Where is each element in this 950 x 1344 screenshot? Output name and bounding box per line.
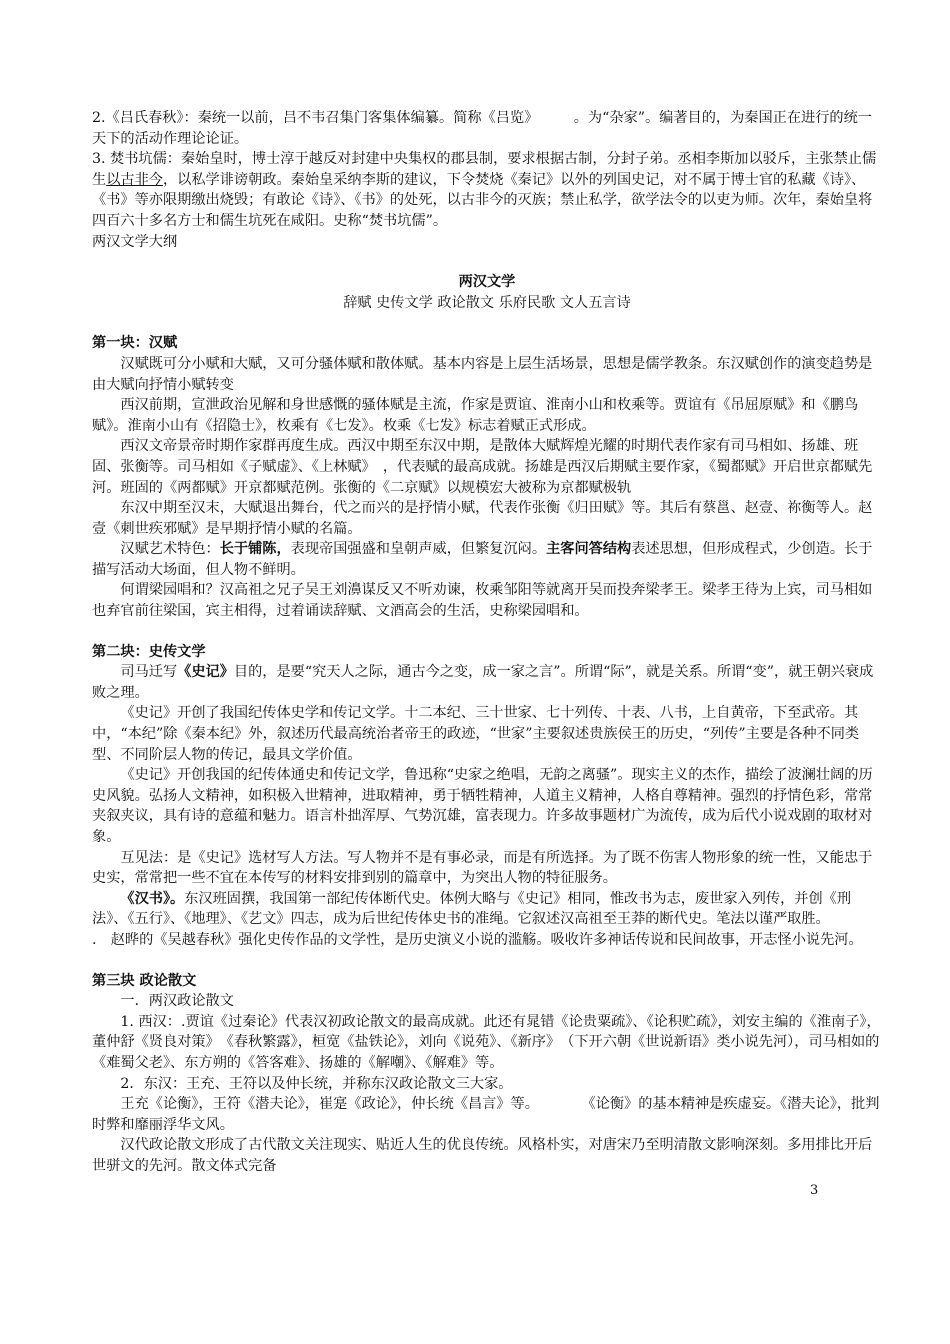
outline-label: 两汉文学大纲	[92, 233, 178, 250]
paragraph: 汉代政论散文形成了古代散文关注现实、贴近人生的优良传统。风格朴实，对唐宋乃至明清散文影响深刻。多用排比开后世骈文的先河。散文体式完备	[92, 1137, 873, 1174]
bold-text: 主客问答结构	[546, 541, 632, 558]
paragraph: 《史记》开创我国的纪传体通史和传记文学，鲁迅称“史家之绝唱，无韵之离骚”。现实主义的杰作，描绘了波澜壮阔的历史风貌。弘扬人文精神，如积极入世精神，进取精神，勇于牺牲精神，人道主义精神，人格自尊精神。强烈的抒情色彩，常常夹叙夹议，具有诗的意蕴和魅力。语言朴拙浑厚、气势沉雄，富表现力。许多故事题材广为流传，成为后代小说戏剧的取材对象。	[92, 767, 873, 845]
paragraph-hanshu	[92, 889, 882, 930]
text: 表述思想，但形成程式，少创造。长于描写活动大场面，但人物不鲜明。	[92, 541, 873, 578]
burning-books-text-2: ，以私学诽谤朝政。秦始皇采纳李斯的建议，下令焚烧《秦记》以外的列国史记，对不属于博士官的私藏《诗》、《书》等亦限期缴出烧毁；有敢论《诗》、《书》的处死，以古非今的灭族；禁止私学，欲学法令的以吏为师。次年，秦始皇将四百六十多名方士和儒生坑死在咸阳。史称“焚书坑儒”。	[92, 171, 873, 229]
text: 目的，是要“究天人之际，通古今之变，成一家之言”。所谓“际”，就是关系。所谓“变”，就王朝兴衰成败之理。	[92, 664, 874, 701]
heading-han-fu: 第一块：汉赋	[92, 335, 178, 352]
paragraph-art-features	[92, 539, 882, 580]
document-page	[92, 108, 882, 1177]
paragraph-shiji-purpose	[92, 662, 882, 703]
paragraph: 1. 西汉：.贾谊《过秦论》代表汉初政论散文的最高成就。此还有晁错《论贵粟疏》、《论积贮疏》，刘安主编的《淮南子》，董仲舒《贤良对策》 《春秋繁露》，桓宽《盐铁论》，刘向《说苑》、《新序》 （下开六朝《世说新语》类小说先河），司马相如的《难蜀父老》、东方朔的《答客难》、扬雄的《解嘲》、《解难》等。	[92, 1013, 881, 1071]
heading-political-prose: 第三块 政论散文	[92, 972, 197, 989]
paragraph: 西汉前期，宣泄政治见解和身世感慨的骚体赋是主流，作家是贾谊、淮南小山和枚乘等。贾谊有《吊屈原赋》和《鹏鸟赋》。淮南小山有《招隐士》，枚乘有《七发》。枚乘《七发》标志着赋正式形成。	[92, 397, 859, 434]
bold-text: 《汉书》。	[120, 890, 185, 907]
bold-text: 《史记》	[177, 664, 234, 681]
paragraph: 王充《论衡》，王符《潜夫论》，崔寔《政论》，仲长统《昌言》等。 《论衡》的基本精神是疾虚妄。《潜夫论》，批判时弊和靡丽浮华文风。	[92, 1096, 880, 1133]
bold-text: 长于铺陈，	[219, 541, 291, 558]
paragraph: . 赵晔的《吴越春秋》强化史传作品的文学性，是历史演义小说的滥觞。吸收许多神话传说和民间故事，开志怪小说先河。	[92, 931, 863, 948]
burning-books-text-1: 3. 焚书坑儒：秦始皇时，博士淳于越反对封建中央集权的郡县制，要求根据古制，分封子弟。丞相李斯加以驳斥，主张禁止儒生	[92, 151, 877, 188]
paragraph: 西汉文帝景帝时期作家群再度生成。西汉中期至东汉中期，是散体大赋辉煌光耀的时期代表作家有司马相如、扬雄、班固、张衡等。司马相如《子赋虚》、《上林赋》 ，代表赋的最高成就。扬雄是西汉后期赋主要作家，《蜀都赋》开启世京都赋先河。班固的《两都赋》开京都赋范例。张衡的《二京赋》以规模宏大被称为京都赋极轨	[92, 438, 873, 496]
paragraph-burning-books	[92, 149, 882, 231]
paragraph: 2．东汉：王充、王符以及仲长统，并称东汉政论散文三大家。	[120, 1075, 513, 1092]
paragraph: 东汉中期至汉末，大赋退出舞台，代之而兴的是抒情小赋，代表作张衡《归田赋》等。其后有蔡邕、赵壹、祢衡等人。赵壹《刺世疾邪赋》是早期抒情小赋的名篇。	[92, 500, 873, 537]
paragraph: 互见法：是《史记》选材写人方法。写人物并不是有事必录，而是有所选择。为了既不伤害人物形象的统一性，又能忠于史实，常常把一些不宜在本传写的材料安排到别的篇章中，为突出人物的特征服务。	[92, 849, 873, 887]
paragraph: 汉赋既可分小赋和大赋，又可分骚体赋和散体赋。基本内容是上层生活场景，思想是儒学教条。东汉赋创作的演变趋势是由大赋向抒情小赋转变	[92, 355, 873, 393]
section-subtitle: 辞赋 史传文学 政论散文 乐府民歌 文人五言诗	[343, 294, 631, 311]
text: 表现帝国强盛和皇朝声威，但繁复沉闷。	[290, 541, 547, 558]
heading-historical-biography: 第二块：史传文学	[92, 643, 206, 660]
subheading: 一．两汉政论散文	[120, 993, 234, 1010]
paragraph-lushi-chunqiu: 2.《吕氏春秋》：秦统一以前，吕不韦召集门客集体编纂。简称《吕览》 。为“杂家”。编著目的，为秦国正在进行的统一天下的活动作理论论证。	[92, 110, 872, 147]
page-number: 3	[810, 1183, 819, 1198]
paragraph: 《史记》开创了我国纪传体史学和传记文学。十二本纪、三十世家、七十列传、十表、八书，上自黄帝，下至武帝。其中，“本纪”除《秦本纪》外，叙述历代最高统治者帝王的政迹，“世家”主要叙述贵族侯王的历史，“列传”主要是各种不同类型、不同阶层人物的传记，最具文学价值。	[92, 705, 860, 763]
text: 汉赋艺术特色：	[120, 541, 220, 558]
text: 司马迁写	[120, 664, 178, 681]
section-title: 两汉文学	[458, 274, 516, 291]
text: 东汉班固撰，我国第一部纪传体断代史。体例大略与《史记》相同，惟改书为志，废世家入列传，并创《刑法》、《五行》、《地理》、《艺文》四志，成为后世纪传体史书的准绳。它叙述汉高祖至王莽的断代史。笔法以谨严取胜。	[92, 890, 852, 928]
underlined-phrase: 以古非今	[106, 171, 163, 188]
paragraph: 何谓梁园唱和？汉高祖之兄子吴王刘濞谋反又不听劝谏，枚乘邹阳等就离开吴而投奔梁孝王。梁孝王待为上宾，司马相如也弃官前往梁国，宾主相得，过着诵读辞赋、文酒高会的生活，史称梁园唱和。	[92, 582, 873, 620]
